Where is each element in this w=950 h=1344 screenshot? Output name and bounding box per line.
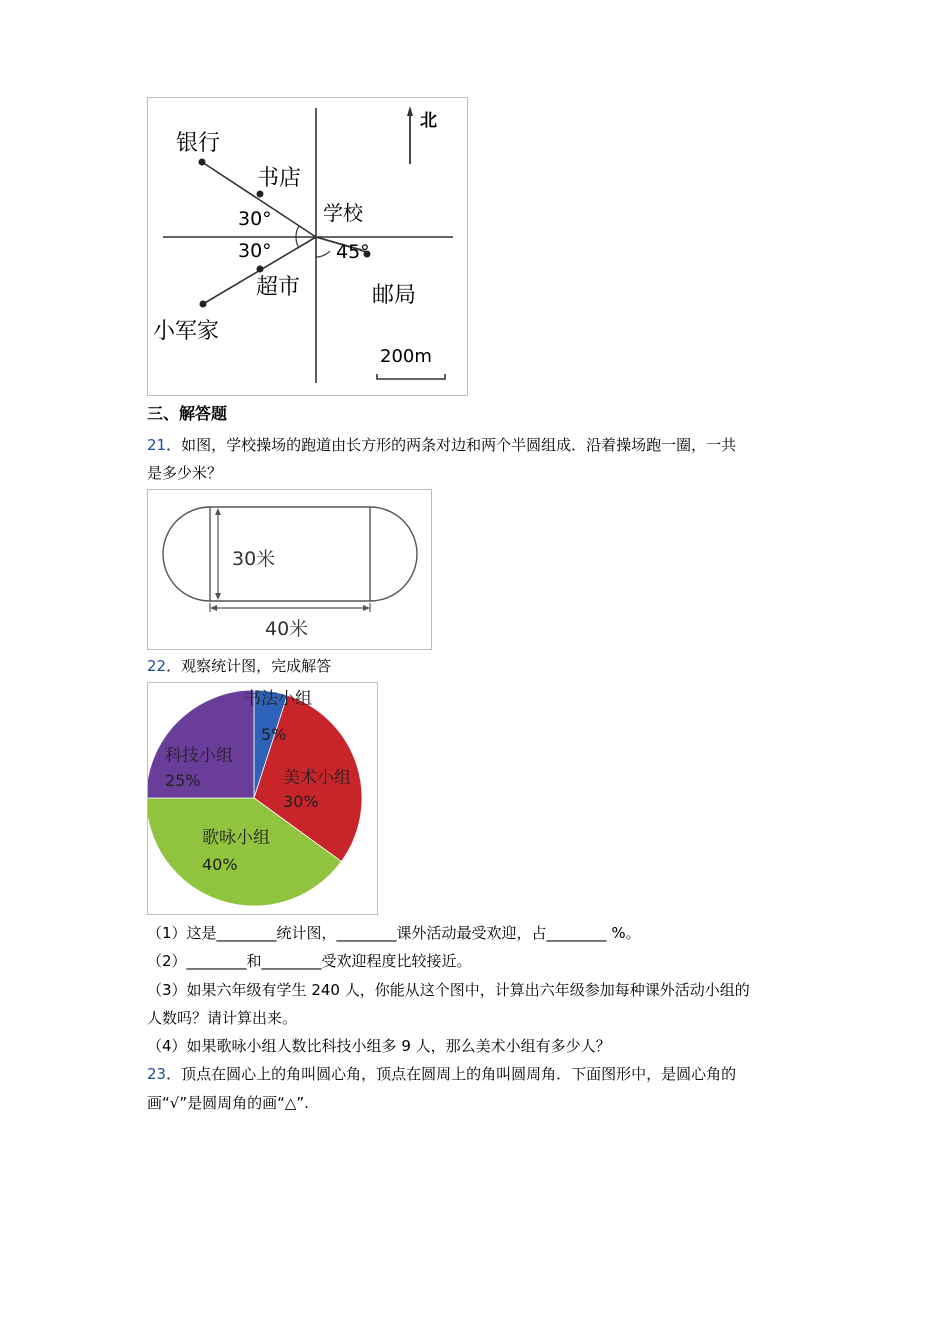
north-label: 北 [420,111,437,131]
q21-line2: 是多少米？ [147,464,223,482]
angle-bookstore-label: 30° [238,208,272,230]
pie-chart [148,683,377,914]
slice-label-value-2: 40% [202,855,238,874]
slice-label-name-1: 美术小组 [283,768,351,788]
slice-label-name-2: 歌咏小组 [202,828,270,848]
angle-post-label: 45° [336,241,370,263]
home-label: 小军家 [153,319,220,344]
q22-number: 22 [147,657,167,675]
post-office-label: 邮局 [372,283,417,308]
scale-label: 200m [380,346,432,367]
q21-number: 21 [147,436,167,454]
pie-slice-3 [148,690,254,798]
supermarket-label: 超市 [256,275,301,300]
q22-sub2: （2）________和________受欢迎程度比较接近。 [147,952,472,970]
bookstore-point [257,191,264,198]
bank-point [199,159,206,166]
track-figure [147,489,432,650]
q23-number: 23 [147,1065,167,1083]
slice-label-value-1: 30% [283,792,319,811]
scale-bar [377,374,445,379]
slice-label-name-3: 科技小组 [165,746,233,766]
q21-line1: 21．如图，学校操场的跑道由长方形的两条对边和两个半圆组成．沿着操场跑一圈，一共 [147,436,737,454]
home-point [200,301,207,308]
map-figure [147,97,468,396]
width-label: 30米 [232,548,276,570]
supermarket-point [257,266,264,273]
slice-label-value-3: 25% [165,771,201,790]
track-outline [163,507,417,601]
length-label: 40米 [265,618,309,640]
school-label: 学校 [323,201,363,225]
q22-sub3-line2: 人数吗？请计算出来。 [147,1009,298,1027]
section-title: 三、解答题 [147,404,228,423]
q23-line1: 23．顶点在圆心上的角叫圆心角，顶点在圆周上的角叫圆周角．下面图形中，是圆心角的 [147,1065,737,1083]
q22-sub1: （1）这是________统计图，________课外活动最受欢迎，占________ %。 [147,924,641,942]
q22-sub4: （4）如果歌咏小组人数比科技小组多 9 人，那么美术小组有多少人？ [147,1037,611,1055]
angle-supermarket-label: 30° [238,240,272,262]
pie-chart-figure [147,682,378,915]
bookstore-label: 书店 [257,166,302,191]
q22-line: 22．观察统计图，完成解答 [147,657,332,675]
bank-label: 银行 [176,131,221,156]
q22-sub3-line1: （3）如果六年级有学生 240 人，你能从这个图中，计算出六年级参加每种课外活动小组的 [147,981,750,999]
slice-label-name-0: 书法小组 [244,689,312,709]
q23-line2: 画“√”是圆周角的画“△”. [147,1094,309,1112]
slice-label-value-0: 5% [261,725,287,744]
